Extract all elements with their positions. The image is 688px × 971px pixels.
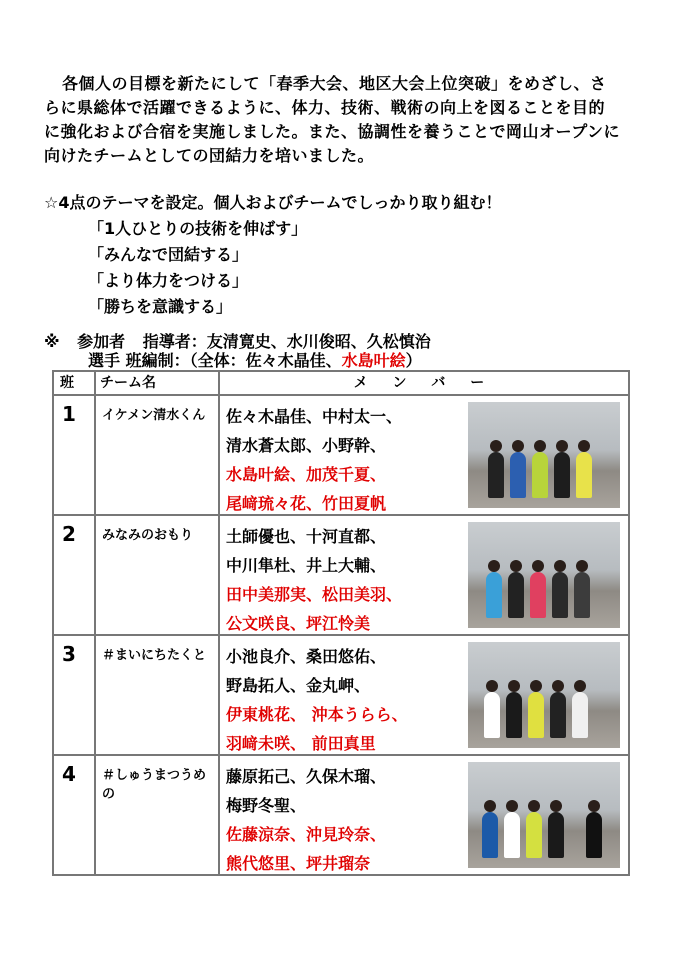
team-name: ＃まいにちたくと [95, 635, 219, 755]
intro-line: 向けたチームとしての団結力を培いました。 [44, 146, 375, 165]
coaches-text: 指導者：友清寛史、水川俊昭、久松慎治 [142, 332, 431, 351]
group-number: 2 [53, 515, 95, 635]
member-line-red: 田中美那実、松田美羽、 [226, 585, 403, 604]
member-line: 佐々木晶佳、中村太一、 [226, 407, 403, 426]
intro-line: 各個人の目標を新たにして「春季大会、地区大会上位突破」をめざし、さ [62, 74, 607, 93]
team-photo [468, 762, 620, 868]
header-team-name: チーム名 [95, 371, 219, 395]
member-line: 清水蒼太郎、小野幹、 [226, 436, 387, 455]
theme-item: 「1人ひとりの技術を伸ばす」 [88, 219, 308, 238]
header-group: 班 [53, 371, 95, 395]
participants-block [44, 332, 443, 370]
team-photo [468, 642, 620, 748]
note-mark: ※ [44, 332, 60, 351]
members-cell [219, 395, 629, 515]
table-row [53, 395, 629, 515]
players-suffix: ） [405, 351, 422, 370]
member-line-red: 羽﨑未咲、 前田真里 [226, 734, 376, 753]
intro-line: に強化および合宿を実施しました。また、協調性を養うことで岡山オープンに [44, 122, 621, 141]
member-line: 野島拓人、金丸岬、 [226, 676, 371, 695]
group-number: 3 [53, 635, 95, 755]
table-row [53, 635, 629, 755]
member-line-red: 公文咲良、坪江怜美 [226, 614, 371, 633]
team-table [52, 370, 630, 876]
intro-line: らに県総体で活躍できるように、体力、技術、戦術の向上を図ることを目的 [44, 98, 606, 117]
member-line: 藤原拓己、久保木瑠、 [226, 767, 387, 786]
members-cell [219, 515, 629, 635]
theme-item: 「勝ちを意識する」 [88, 297, 233, 316]
member-line-red: 水島叶絵、加茂千夏、 [226, 465, 387, 484]
members-cell [219, 755, 629, 875]
table-header-row [53, 371, 629, 395]
theme-item: 「みんなで団結する」 [88, 245, 249, 264]
team-photo [468, 522, 620, 628]
team-photo [468, 402, 620, 508]
participants-label: 参加者 [77, 332, 126, 351]
group-number: 1 [53, 395, 95, 515]
members-cell [219, 635, 629, 755]
table-row [53, 755, 629, 875]
theme-list [88, 216, 307, 320]
member-line-red: 伊東桃花、 沖本うらら、 [226, 705, 408, 724]
member-line: 中川隼杜、井上大輔、 [226, 556, 387, 575]
member-line: 土師優也、十河直都、 [226, 527, 387, 546]
theme-heading: ☆4点のテーマを設定。個人およびチームでしっかり取り組む！ [44, 193, 502, 212]
players-red-name: 水島叶絵 [341, 351, 406, 370]
member-line-red: 尾﨑琉々花、竹田夏帆 [226, 494, 387, 513]
group-number: 4 [53, 755, 95, 875]
member-line: 梅野冬聖、 [226, 796, 307, 815]
header-members: メ ン バ ー [219, 371, 629, 395]
member-line: 小池良介、桑田悠佑、 [226, 647, 387, 666]
theme-item: 「より体力をつける」 [88, 271, 249, 290]
intro-paragraph [44, 72, 650, 168]
team-name: みなみのおもり [95, 515, 219, 635]
member-line-red: 熊代悠里、坪井瑠奈 [226, 854, 371, 873]
table-row [53, 515, 629, 635]
team-name: ＃しゅうまつうめの [95, 755, 219, 875]
players-prefix: 選手 班編制：（全体：佐々木晶佳、 [88, 351, 342, 370]
member-line-red: 佐藤涼奈、沖見玲奈、 [226, 825, 387, 844]
team-name: イケメン清水くん [95, 395, 219, 515]
